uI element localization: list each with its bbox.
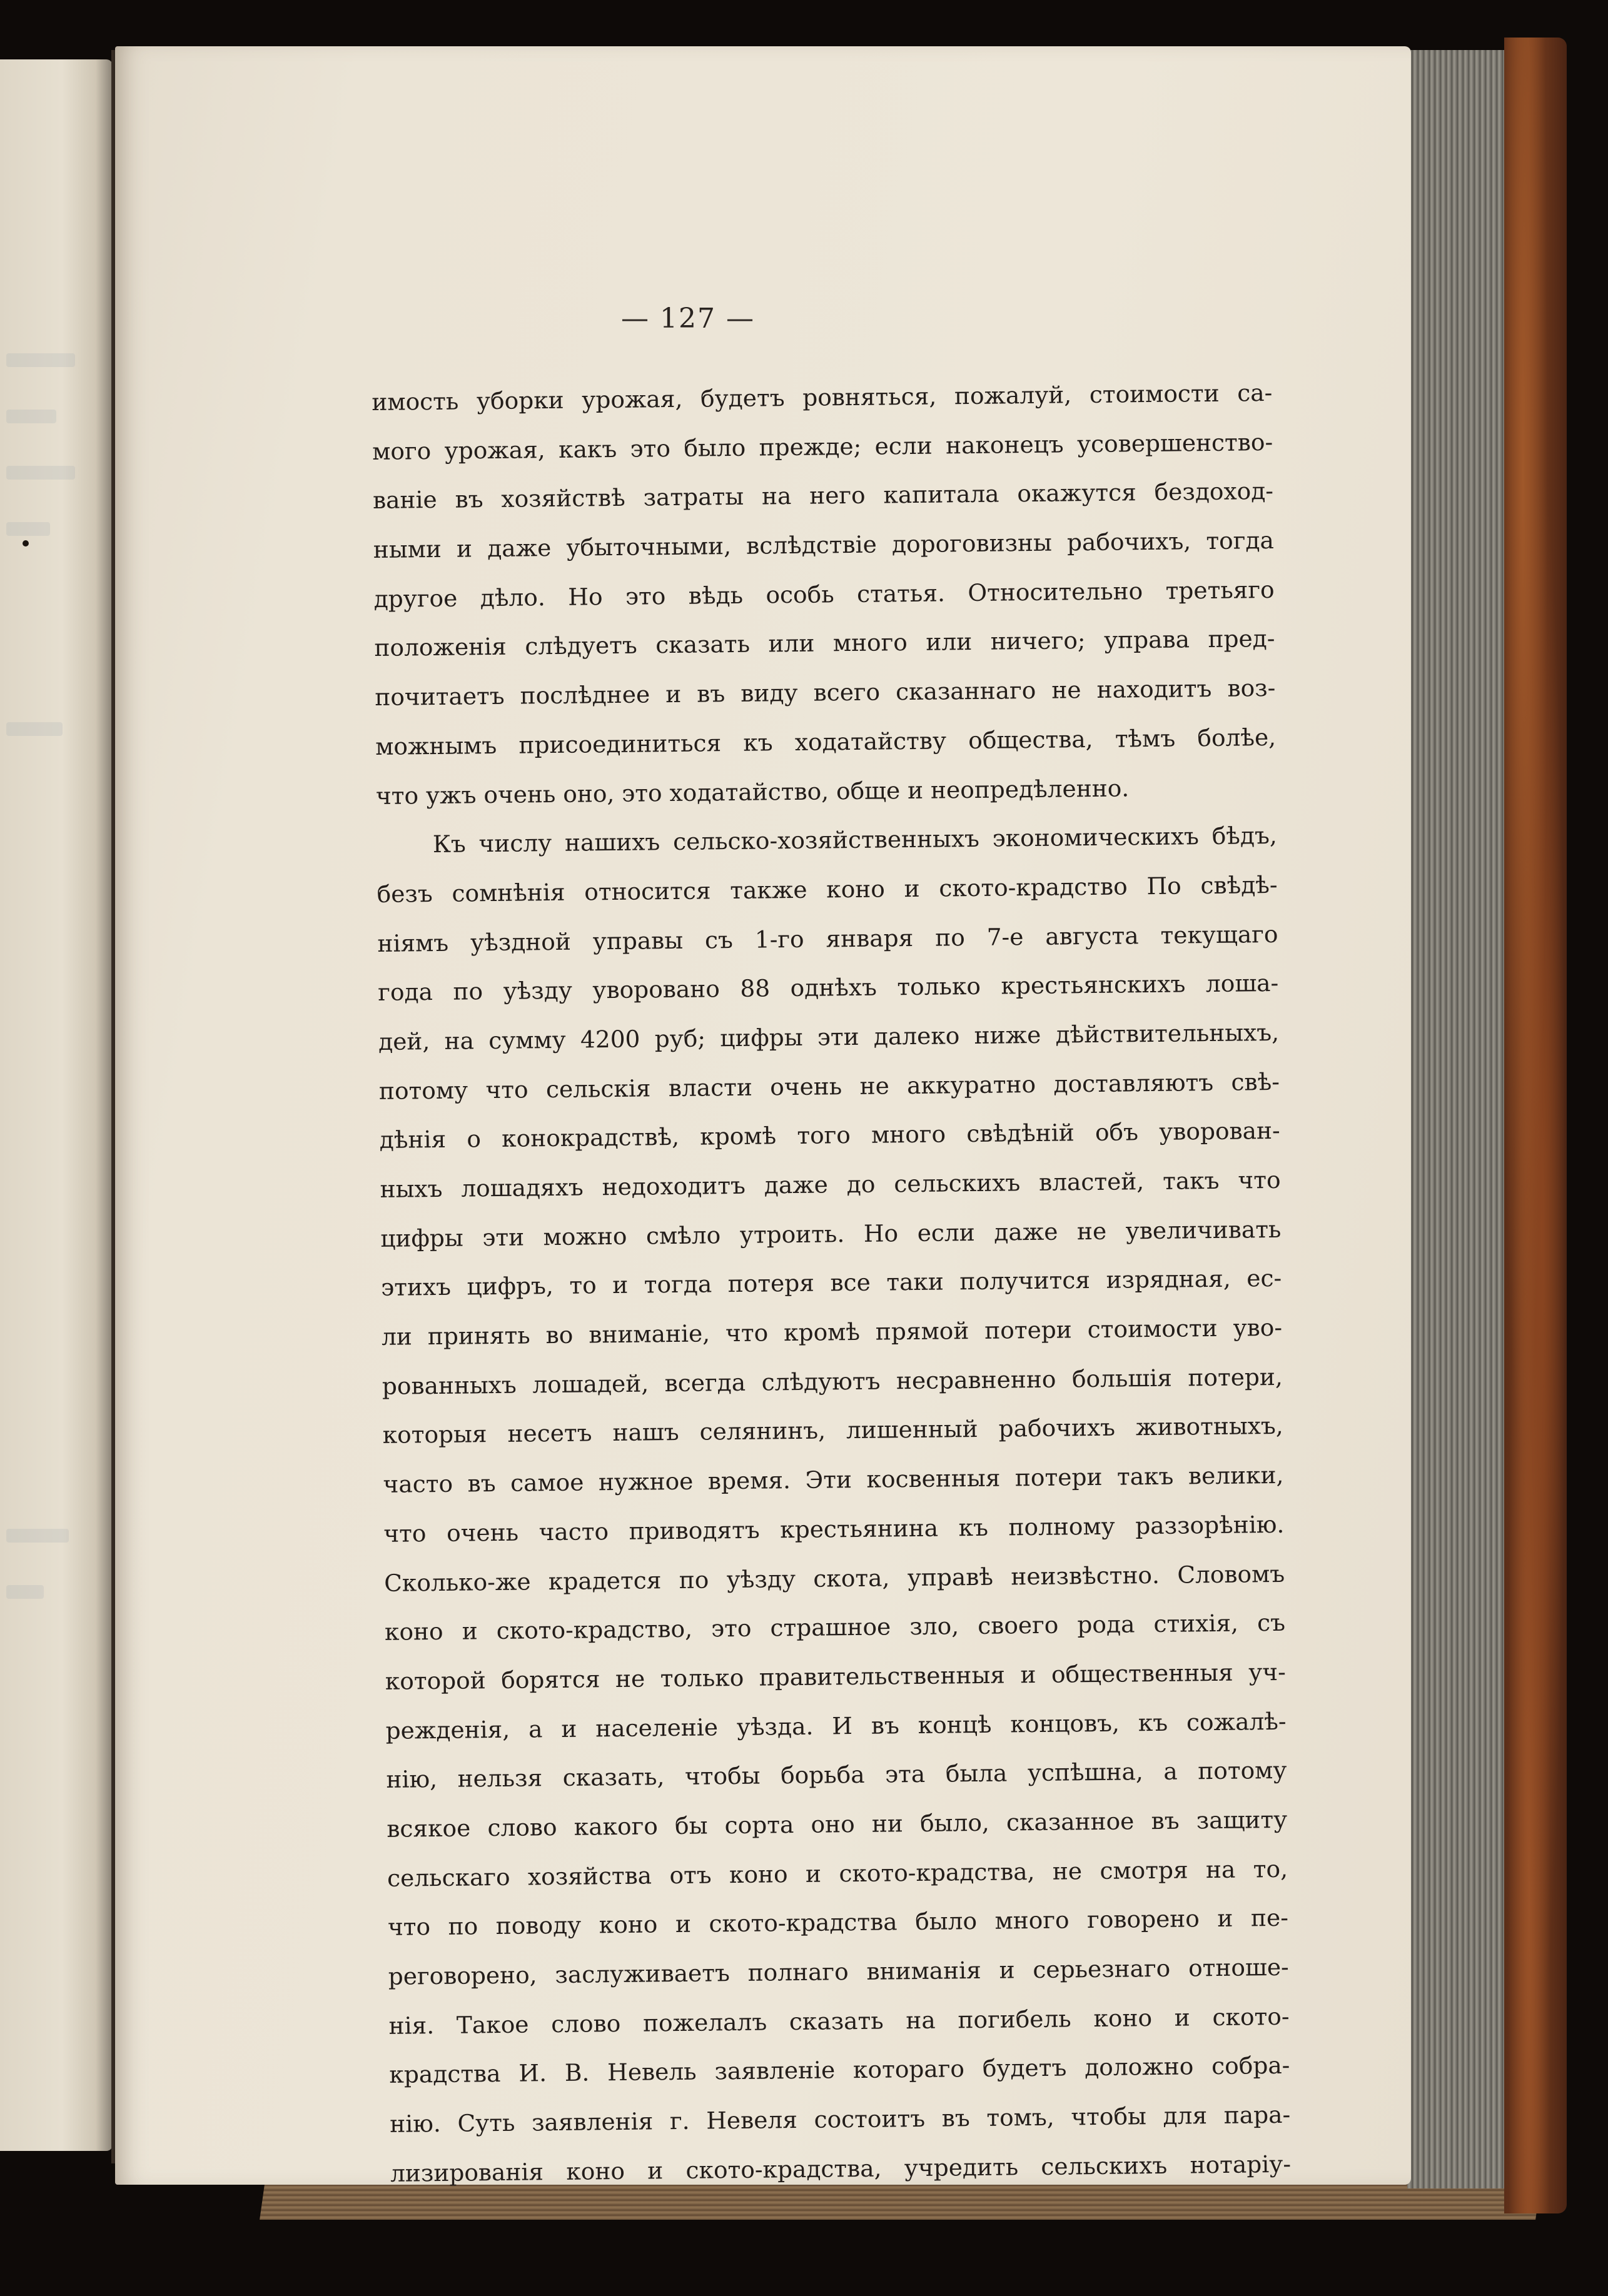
text-line: положенія слѣдуетъ сказать или много или ничего; управа пред- bbox=[374, 625, 1275, 662]
text-line: года по уѣзду уворовано 88 однѣхъ только крестьянскихъ лоша- bbox=[378, 969, 1279, 1007]
text-line: ніямъ уѣздной управы съ 1-го января по 7-е августа текущаго bbox=[377, 920, 1278, 957]
bleed-through-mark bbox=[6, 522, 50, 536]
text-line: ными и даже убыточными, вслѣдствіе дороговизны рабочихъ, тогда bbox=[373, 526, 1275, 564]
text-line: почитаетъ послѣднее и въ виду всего сказаннаго не находитъ воз- bbox=[375, 674, 1276, 712]
text-line: что очень часто приводятъ крестьянина къ полному раззорѣнію. bbox=[383, 1510, 1285, 1548]
text-line: нію. Суть заявленія г. Невеля состоитъ въ томъ, чтобы для пара- bbox=[390, 2100, 1291, 2138]
bleed-through-mark bbox=[6, 1529, 69, 1543]
bleed-through-mark bbox=[6, 1585, 44, 1599]
text-line: потому что сельскія власти очень не аккуратно доставляютъ свѣ- bbox=[378, 1067, 1280, 1105]
text-line: ли принять во вниманіе, что кромѣ прямой потери стоимости уво- bbox=[381, 1313, 1283, 1351]
text-line: крадства И. В. Невель заявленіе котораго будетъ доложно собра- bbox=[389, 2052, 1290, 2089]
text-line: дей, на сумму 4200 руб; цифры эти далеко ниже дѣйствительныхъ, bbox=[378, 1018, 1280, 1055]
text-line: мого урожая, какъ это было прежде; если наконецъ усовершенство- bbox=[372, 428, 1273, 465]
text-line: режденія, а и населеніе уѣзда. И въ концѣ концовъ, къ сожалѣ- bbox=[385, 1707, 1287, 1745]
text-line: лизированія коно и ското-крадства, учредить сельскихъ нотаріу- bbox=[390, 2150, 1292, 2187]
text-line: имость уборки урожая, будетъ ровняться, пожалуй, стоимости са- bbox=[372, 378, 1273, 416]
text-line: всякое слово какого бы сорта оно ни было, сказанное въ защиту bbox=[387, 1805, 1288, 1843]
text-line: цифры эти можно смѣло утроить. Но если даже не увеличивать bbox=[380, 1215, 1282, 1252]
text-line: коно и ското-крадство, это страшное зло, своего рода стихія, съ bbox=[384, 1608, 1286, 1646]
text-line: можнымъ присоединиться къ ходатайству общества, тѣмъ болѣе, bbox=[375, 723, 1277, 760]
text-line: реговорено, заслуживаетъ полнаго вниманія и серьезнаго отноше- bbox=[388, 1953, 1289, 1990]
book-page bbox=[115, 46, 1411, 2185]
text-line: что ужъ очень оно, это ходатайство, обще и неопредѣленно. bbox=[375, 773, 1130, 810]
text-line: рованныхъ лошадей, всегда слѣдуютъ несравненно большія потери, bbox=[382, 1362, 1283, 1400]
text-line: Сколько-же крадется по уѣзду скота, управѣ неизвѣстно. Словомъ bbox=[383, 1559, 1285, 1597]
text-line: что по поводу коно и ското-крадства было много говорено и пе- bbox=[387, 1904, 1289, 1941]
text-line: безъ сомнѣнія относится также коно и ското-крадство По свѣдѣ- bbox=[377, 870, 1278, 908]
text-line: нію, нельзя сказать, чтобы борьба эта была успѣшна, а потому bbox=[386, 1756, 1287, 1794]
text-line: этихъ цифръ, то и тогда потеря все таки получится изрядная, ес- bbox=[381, 1264, 1282, 1302]
page-text bbox=[372, 368, 1291, 2198]
text-line: часто въ самое нужное время. Эти косвенныя потери такъ велики, bbox=[383, 1461, 1284, 1499]
book-binding bbox=[1504, 38, 1567, 2213]
text-line: нія. Такое слово пожелалъ сказать на погибель коно и ското- bbox=[388, 2002, 1290, 2040]
text-line: которыя несетъ нашъ селянинъ, лишенный рабочихъ животныхъ, bbox=[382, 1412, 1283, 1449]
bleed-through-mark bbox=[6, 722, 63, 736]
ink-speck bbox=[23, 540, 29, 546]
bleed-through-mark bbox=[6, 353, 75, 367]
text-line: Къ числу нашихъ сельско-хозяйственныхъ экономическихъ бѣдъ, bbox=[432, 822, 1277, 858]
bleed-through-mark bbox=[6, 466, 75, 480]
text-line: сельскаго хозяйства отъ коно и ското-крадства, не смотря на то, bbox=[387, 1855, 1288, 1892]
page-stack-edge bbox=[1407, 50, 1510, 2188]
page-number: — 127 — bbox=[621, 303, 755, 335]
previous-page-edge bbox=[0, 59, 113, 2151]
text-line: дѣнія о конокрадствѣ, кромѣ того много свѣдѣній объ уворован- bbox=[379, 1117, 1280, 1154]
text-line: которой борятся не только правительственныя и общественныя уч- bbox=[385, 1658, 1286, 1695]
text-line: ваніе въ хозяйствѣ затраты на него капитала окажутся бездоход- bbox=[372, 477, 1274, 515]
text-line: другое дѣло. Но это вѣдь особь статья. Относительно третьяго bbox=[373, 575, 1275, 613]
bleed-through-mark bbox=[6, 410, 56, 423]
text-line: ныхъ лошадяхъ недоходитъ даже до сельскихъ властей, такъ что bbox=[380, 1166, 1281, 1203]
